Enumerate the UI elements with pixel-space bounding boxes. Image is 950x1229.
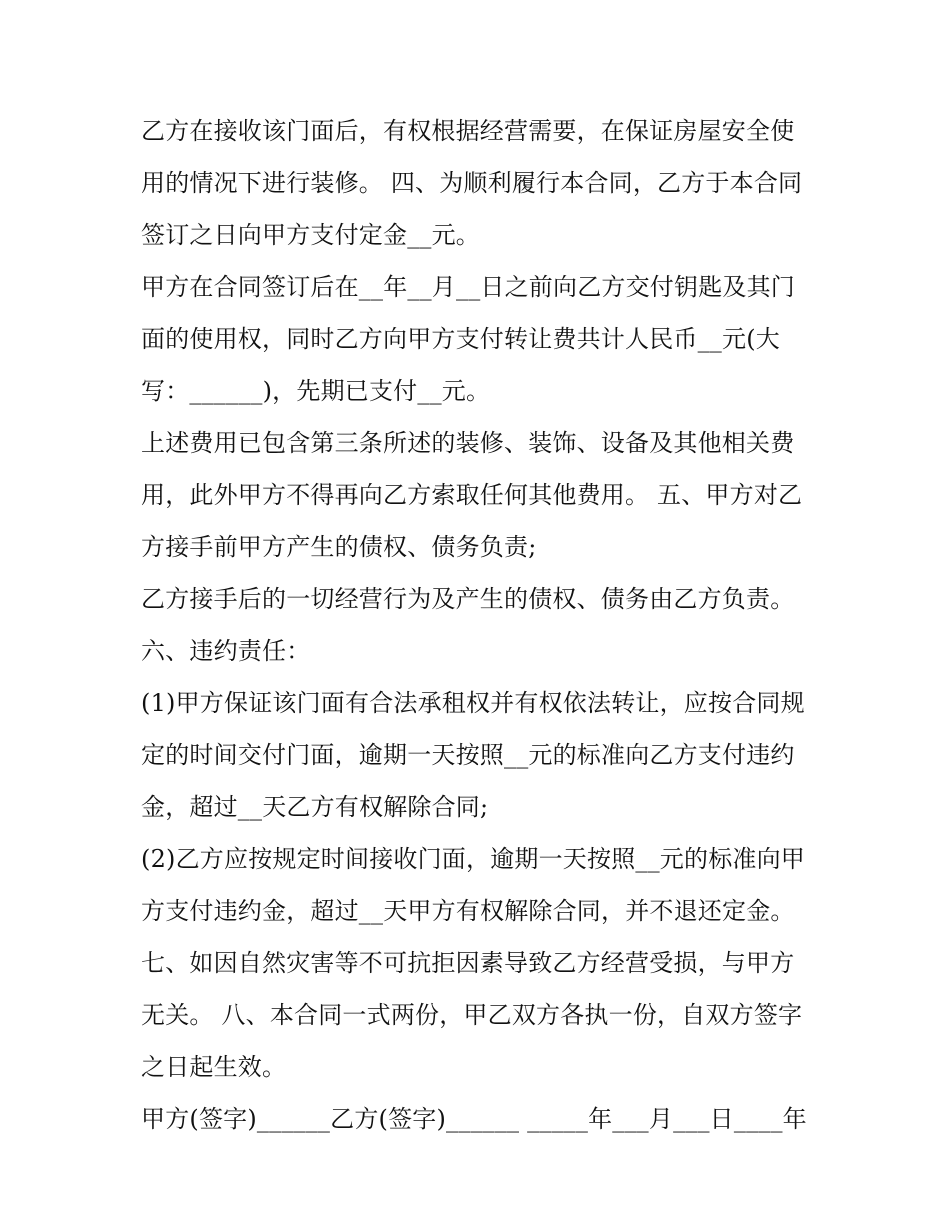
signature-line: 甲方(签字)______乙方(签字)______ _____年___月___日____年 — [141, 1105, 807, 1133]
paragraph-force-majeure-effectiveness: 七、如因自然灾害等不可抗拒因素导致乙方经营受损，与甲方无关。 八、本合同一式两份，甲乙双方各执一份，自双方签字之日起生效。 — [141, 949, 803, 1081]
paragraph-liability-party-b: (2)乙方应按规定时间接收门面，逾期一天按照__元的标准向甲方支付违约金，超过__天甲方有权解除合同，并不退还定金。 — [141, 845, 805, 925]
paragraph-party-b-responsibility: 乙方接手后的一切经营行为及产生的债权、债务由乙方负责。 — [141, 585, 795, 613]
paragraph-handover-fee: 甲方在合同签订后在__年__月__日之前向乙方交付钥匙及其门面的使用权，同时乙方向甲方支付转让费共计人民币__元(大写：______)，先期已支付__元。 — [141, 273, 795, 405]
section-heading-liability: 六、违约责任： — [141, 637, 311, 665]
document-body — [141, 105, 813, 1145]
paragraph-renovation-deposit: 乙方在接收该门面后，有权根据经营需要，在保证房屋安全使用的情况下进行装修。 四、为顺利履行本合同，乙方于本合同签订之日向甲方支付定金__元。 — [141, 117, 803, 249]
paragraph-fees-debts: 上述费用已包含第三条所述的装修、装饰、设备及其他相关费用，此外甲方不得再向乙方索取任何其他费用。 五、甲方对乙方接手前甲方产生的债权、债务负责; — [141, 429, 803, 561]
paragraph-liability-party-a: (1)甲方保证该门面有合法承租权并有权依法转让，应按合同规定的时间交付门面，逾期一天按照__元的标准向乙方支付违约金，超过__天乙方有权解除合同; — [141, 689, 805, 821]
